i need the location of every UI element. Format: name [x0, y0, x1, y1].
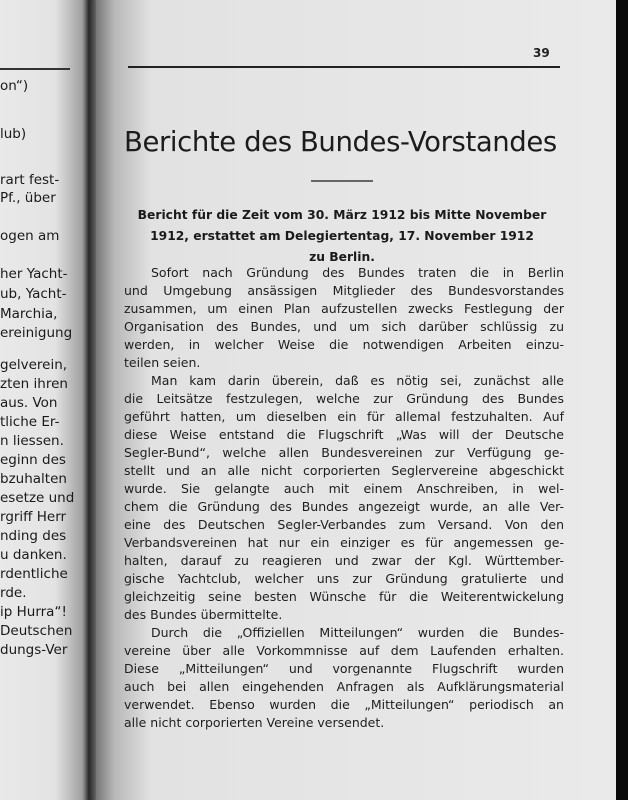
body-line: auch bei allen eingehenden Anfragen als Aufklärungsmaterial [124, 679, 564, 694]
left-page-line: rart fest- [0, 172, 60, 188]
body-line: Diese „Mitteilungen“ und vorgenannte Flugschrift wurden [124, 661, 564, 676]
left-page-line: her Yacht- [0, 266, 68, 282]
left-page-line: rdentliche [0, 566, 68, 582]
left-page-line: Pf., über [0, 190, 56, 206]
left-page-line: gelverein, [0, 357, 68, 373]
body-line: vereine über alle Vorkommnisse auf dem Laufenden erhalten. [124, 643, 564, 658]
body-line: alle nicht corporierten Vereine versendet. [124, 715, 385, 730]
left-page-line: dungs-Ver [0, 642, 68, 658]
left-page-line: ereinigung [0, 325, 73, 341]
left-page-line: u danken. [0, 547, 67, 563]
left-page-line: aus. Von [0, 395, 58, 411]
left-page-line: rgriff Herr [0, 509, 67, 525]
body-line: chem die Gründung des Bundes angezeigt wurde, an alle Ver- [124, 499, 564, 514]
body-line: wurde. Sie gelangte auch mit einem Anschreiben, in wel- [124, 481, 564, 496]
left-page-line: Deutschen [0, 623, 73, 639]
body-line: Man kam darin überein, daß es nötig sei, zunächst alle [151, 373, 564, 388]
left-page-line: rde. [0, 585, 27, 601]
left-page-line: ogen am [0, 228, 60, 244]
page-title: Berichte des Bundes-Vorstandes [124, 126, 557, 158]
body-line: gleichzeitig seine besten Wünsche für die Weiterentwickelung [124, 589, 564, 604]
title-divider [311, 180, 373, 182]
page-number: 39 [533, 46, 550, 60]
left-page-line: zten ihren [0, 376, 68, 392]
left-page-line: bzuhalten [0, 471, 67, 487]
report-heading-line: 1912, erstattet am Delegiertentag, 17. November 1912 [150, 229, 534, 243]
body-line: und Umgebung ansässigen Mitglieder des Bundesvorstandes [124, 283, 564, 298]
body-line: stellt und an alle nicht corporierten Seglervereine abgeschickt [124, 463, 564, 478]
report-heading [122, 205, 562, 268]
report-heading-line: Bericht für die Zeit vom 30. März 1912 bis Mitte November [137, 208, 547, 222]
body-text [124, 264, 564, 732]
body-line: werden, in welcher Weise die notwendigen Arbeiten einzu- [124, 337, 564, 352]
body-line: eine des Deutschen Segler-Verbandes zum Versand. Von den [124, 517, 564, 532]
body-line: verwendet. Ebenso wurden die „Mitteilungen“ periodisch an [124, 697, 564, 712]
left-page-line: ip Hurra“! [0, 604, 67, 620]
left-page-line: n liessen. [0, 433, 64, 449]
left-page-line: esetze und [0, 490, 75, 506]
body-line: diese Weise entstand die Flugschrift „Was will der Deutsche [124, 427, 564, 442]
left-page-line: Marchia, [0, 306, 58, 322]
body-line: Organisation des Bundes, und um sich darüber schlüssig zu [124, 319, 564, 334]
body-line: Durch die „Offiziellen Mitteilungen“ wurden die Bundes- [151, 625, 564, 640]
body-line: teilen seien. [124, 355, 201, 370]
left-page-line: lub) [0, 126, 27, 142]
left-page-line: eginn des [0, 452, 66, 468]
left-page-line: tliche Er- [0, 414, 60, 430]
right-page [88, 0, 616, 800]
left-page-line: nding des [0, 528, 67, 544]
body-line: die Leitsätze festzulegen, welche zur Gründung des Bundes [124, 391, 564, 406]
body-line: Segler-Bund“, welche allen Bundesvereinen zur Verfügung ge- [124, 445, 564, 460]
body-line: Verbandsvereinen hat nur ein einziger es für angemessen ge- [124, 535, 564, 550]
left-page-line: ub, Yacht- [0, 286, 67, 302]
body-line: halten, darauf zu reagieren und zwar der Kgl. Württember- [124, 553, 564, 568]
left-page-fragment [0, 0, 92, 800]
body-line: Sofort nach Gründung des Bundes traten die in Berlin [151, 265, 564, 280]
body-line: geführt hatten, um dieselben ein für allemal festzuhalten. Auf [124, 409, 564, 424]
book-spine-shadow [82, 0, 96, 800]
body-line: gische Yachtclub, welcher uns zur Gründung gratulierte und [124, 571, 564, 586]
left-page-line: on“) [0, 78, 29, 94]
left-page-rule [0, 68, 70, 70]
header-rule [128, 66, 560, 68]
body-line: zusammen, um einen Plan aufzustellen zwecks Festlegung der [124, 301, 564, 316]
body-line: des Bundes übermittelte. [124, 607, 283, 622]
report-heading-line: zu Berlin. [309, 250, 375, 264]
